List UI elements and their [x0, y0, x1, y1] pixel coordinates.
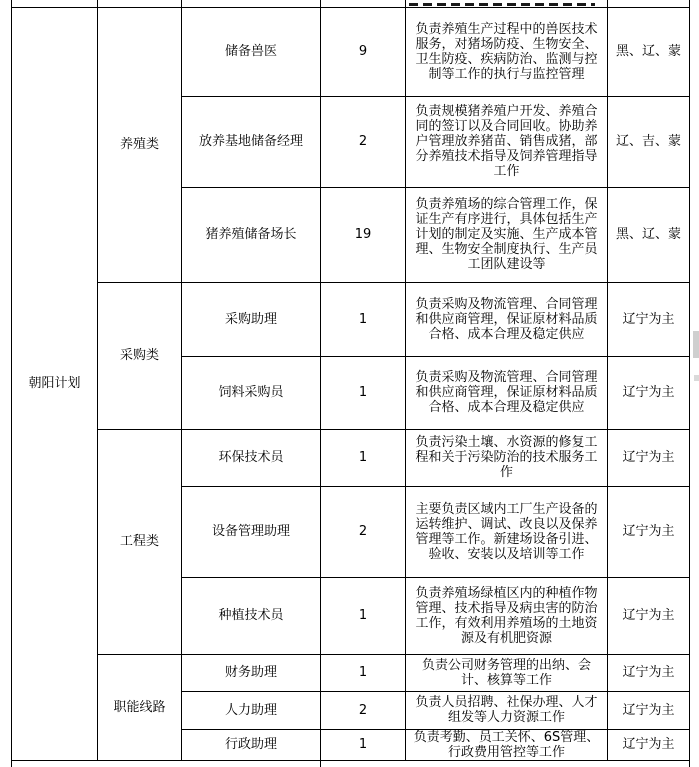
- region-cell: 辽宁为主: [608, 577, 690, 654]
- region-cell: 辽宁为主: [608, 282, 690, 356]
- clipped-cell: [608, 0, 690, 7]
- category-cell: 职能线路: [98, 654, 182, 760]
- headcount-cell: 2: [321, 691, 406, 729]
- headcount-cell: 2: [321, 96, 406, 187]
- position-cell: 人力助理: [182, 691, 321, 729]
- headcount-cell: 19: [321, 187, 406, 282]
- region-cell: 辽宁为主: [608, 691, 690, 729]
- description-cell: 负责污染土壤、水资源的修复工程和关于污染防治的技术服务工作: [406, 429, 608, 486]
- position-cell: 设备管理助理: [182, 486, 321, 577]
- region-cell: 辽宁为主: [608, 729, 690, 760]
- clipped-cell: [321, 760, 690, 767]
- headcount-cell: 9: [321, 7, 406, 96]
- description-cell: 负责采购及物流管理、合同管理和供应商管理，保证原材料品质合格、成本合理及稳定供应: [406, 282, 608, 356]
- clipped-cell: [321, 0, 406, 7]
- description-cell: 负责人员招聘、社保办理、人才组发等人力资源工作: [406, 691, 608, 729]
- clipped-cell: [406, 0, 608, 7]
- clipped-cell: [182, 0, 321, 7]
- category-cell: 采购类: [98, 282, 182, 429]
- page-edge-artifact: [694, 375, 699, 381]
- table-row: [12, 654, 690, 691]
- position-cell: 饲料采购员: [182, 356, 321, 429]
- page-edge-artifact: [693, 331, 699, 358]
- position-cell: 行政助理: [182, 729, 321, 760]
- headcount-cell: 1: [321, 282, 406, 356]
- category-cell: 养殖类: [98, 7, 182, 282]
- category-cell: 工程类: [98, 429, 182, 654]
- headcount-cell: 1: [321, 577, 406, 654]
- clipped-row-top: [12, 0, 690, 7]
- description-cell: 负责公司财务管理的出纳、会计、核算等工作: [406, 654, 608, 691]
- region-cell: 辽宁为主: [608, 356, 690, 429]
- description-cell: 负责养殖生产过程中的兽医技术服务，对猪场防疫、生物安全、卫生防疫、疾病防治、监测与控制等工作的执行与监控管理: [406, 7, 608, 96]
- position-cell: 放养基地储备经理: [182, 96, 321, 187]
- clipped-row-bottom: [12, 760, 690, 767]
- description-cell: 负责采购及物流管理、合同管理和供应商管理，保证原材料品质合格、成本合理及稳定供应: [406, 356, 608, 429]
- recruitment-table: [11, 0, 690, 767]
- region-cell: 黑、辽、蒙: [608, 7, 690, 96]
- position-cell: 环保技术员: [182, 429, 321, 486]
- position-cell: 采购助理: [182, 282, 321, 356]
- clipped-cell: [98, 0, 182, 7]
- position-cell: 种植技术员: [182, 577, 321, 654]
- description-cell: 负责规模猪养殖户开发、养殖合同的签订以及合同回收。协助养户管理放养猪苗、销售成猪，部分养殖技术指导及饲养管理指导工作: [406, 96, 608, 187]
- headcount-cell: 2: [321, 486, 406, 577]
- program-cell: 朝阳计划: [12, 7, 98, 760]
- table-row: [12, 7, 690, 96]
- clipped-text-fragment: [409, 3, 595, 6]
- position-cell: 猪养殖储备场长: [182, 187, 321, 282]
- description-cell: 主要负责区域内工厂生产设备的运转维护、调试、改良以及保养管理等工作。新建场设备引进、验收、安装以及培训等工作: [406, 486, 608, 577]
- description-cell: 负责养殖场的综合管理工作，保证生产有序进行，具体包括生产计划的制定及实施、生产成本管理、生物安全制度执行、生产员工团队建设等: [406, 187, 608, 282]
- headcount-cell: 1: [321, 729, 406, 760]
- headcount-cell: 1: [321, 429, 406, 486]
- headcount-cell: 1: [321, 356, 406, 429]
- region-cell: 辽、吉、蒙: [608, 96, 690, 187]
- position-cell: 储备兽医: [182, 7, 321, 96]
- headcount-cell: 1: [321, 654, 406, 691]
- table-row: [12, 282, 690, 356]
- description-cell: 负责考勤、员工关怀、6S管理、行政费用管控等工作: [406, 729, 608, 760]
- region-cell: 辽宁为主: [608, 429, 690, 486]
- region-cell: 辽宁为主: [608, 486, 690, 577]
- description-cell: 负责养殖场绿植区内的种植作物管理、技术指导及病虫害的防治工作，有效利用养殖场的土地资源及有机肥资源: [406, 577, 608, 654]
- position-cell: 财务助理: [182, 654, 321, 691]
- clipped-cell: [12, 0, 98, 7]
- clipped-cell: [12, 760, 321, 767]
- region-cell: 辽宁为主: [608, 654, 690, 691]
- table-row: [12, 429, 690, 486]
- region-cell: 黑、辽、蒙: [608, 187, 690, 282]
